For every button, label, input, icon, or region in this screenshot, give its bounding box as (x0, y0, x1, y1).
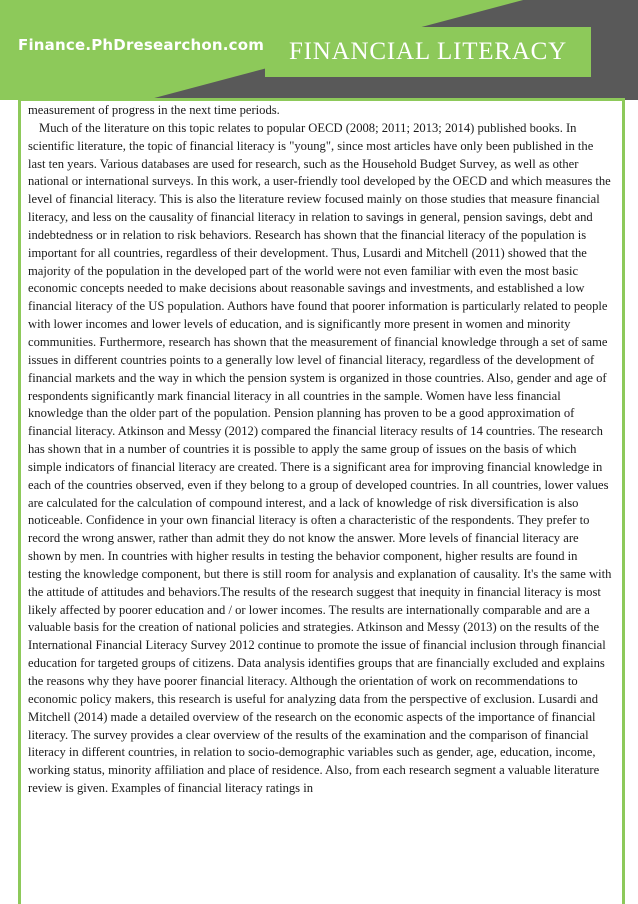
paragraph-2: Much of the literature on this topic relates to popular OECD (2008; 2011; 2013; 2014) published books. In scientific literature, the topic of financial literacy is "young", since most articles have only been published in the last ten years. Various databases are used for research, such as the Household Budget Survey, as well as other national or international surveys. In this work, a user-friendly tool developed by the OECD and which measures the level of financial literacy. This is also the literature review focused mainly on those studies that measure financial literacy, and less on the causality of financial literacy in relation to savings in general, pension savings, debt and indebtedness or in relation to risk behaviors. Research has shown that the financial literacy of the population is important for all countries, regardless of their development. Thus, Lusardi and Mitchell (2011) showed that the majority of the population in the developed part of the world were not even familiar with even the most basic economic concepts needed to make decisions about reasonable savings and investments, and established a low financial literacy of the US population. Authors have found that poorer information is particularly related to people with lower incomes and lower levels of education, and is significantly more present in women and minority communities. Furthermore, research has shown that the measurement of financial knowledge through a set of same issues in different countries points to a generally low level of financial literacy, regardless of the development of financial markets and the way in which the pension system is organized in those countries. Also, gender and age of respondents significantly mark financial literacy in all countries in the sample. Women have less financial knowledge than the older part of the population. Pension planning has proven to be a good approximation of financial literacy. Atkinson and Messy (2012) compared the financial literacy results of 14 countries. The research has shown that in a number of countries it is possible to apply the same group of issues on the basis of which simple indicators of financial literacy are created. There is a significant area for improving financial knowledge in each of the countries observed, even if they belong to a group of developed countries. In all countries, lower values are calculated for the calculation of compound interest, and a lack of knowledge of risk diversification is also noticeable. Confidence in your own financial literacy is often a characteristic of the respondents. They prefer to record the wrong answer, rather than admit they do not know the answer. More levels of financial literacy are shown by men. In countries with higher results in testing the behavior component, higher results are found in testing the knowledge component, but there is still room for analysis and explanation of causality. It's the same with the attitude of attitudes and behaviors.The results of the research suggest that inequity in financial literacy is most likely affected by poorer education and / or lower incomes. The results are internationally comparable and are a valuable basis for the creation of national policies and strategies. Atkinson and Messy (2013) on the results of the International Financial Literacy Survey 2012 continue to promote the issue of financial inclusion through financial education for targeted groups of citizens. Data analysis identifies groups that are financially excluded and explains the reasons why they have poorer financial literacy. Although the orientation of work on recommendations to economic policy makers, this research is useful for analyzing data from the perspective of exclusion. Lusardi and Mitchell (2014) made a detailed overview of the research on the economic aspects of the importance of financial literacy. The survey provides a clear overview of the results of the examination and the comparison of financial literacy in different countries, in relation to socio-demographic variables such as gender, age, education, income, working status, minority affiliation and place of residence. Also, from each research segment a valuable literature review is given. Examples of financial literacy ratings in (28, 120, 612, 796)
paragraph-1: measurement of progress in the next time periods. (28, 103, 280, 117)
site-name: Finance.PhDresearchon.com (18, 36, 265, 54)
page-title: FINANCIAL LITERACY (265, 27, 591, 77)
article-body (28, 102, 613, 798)
